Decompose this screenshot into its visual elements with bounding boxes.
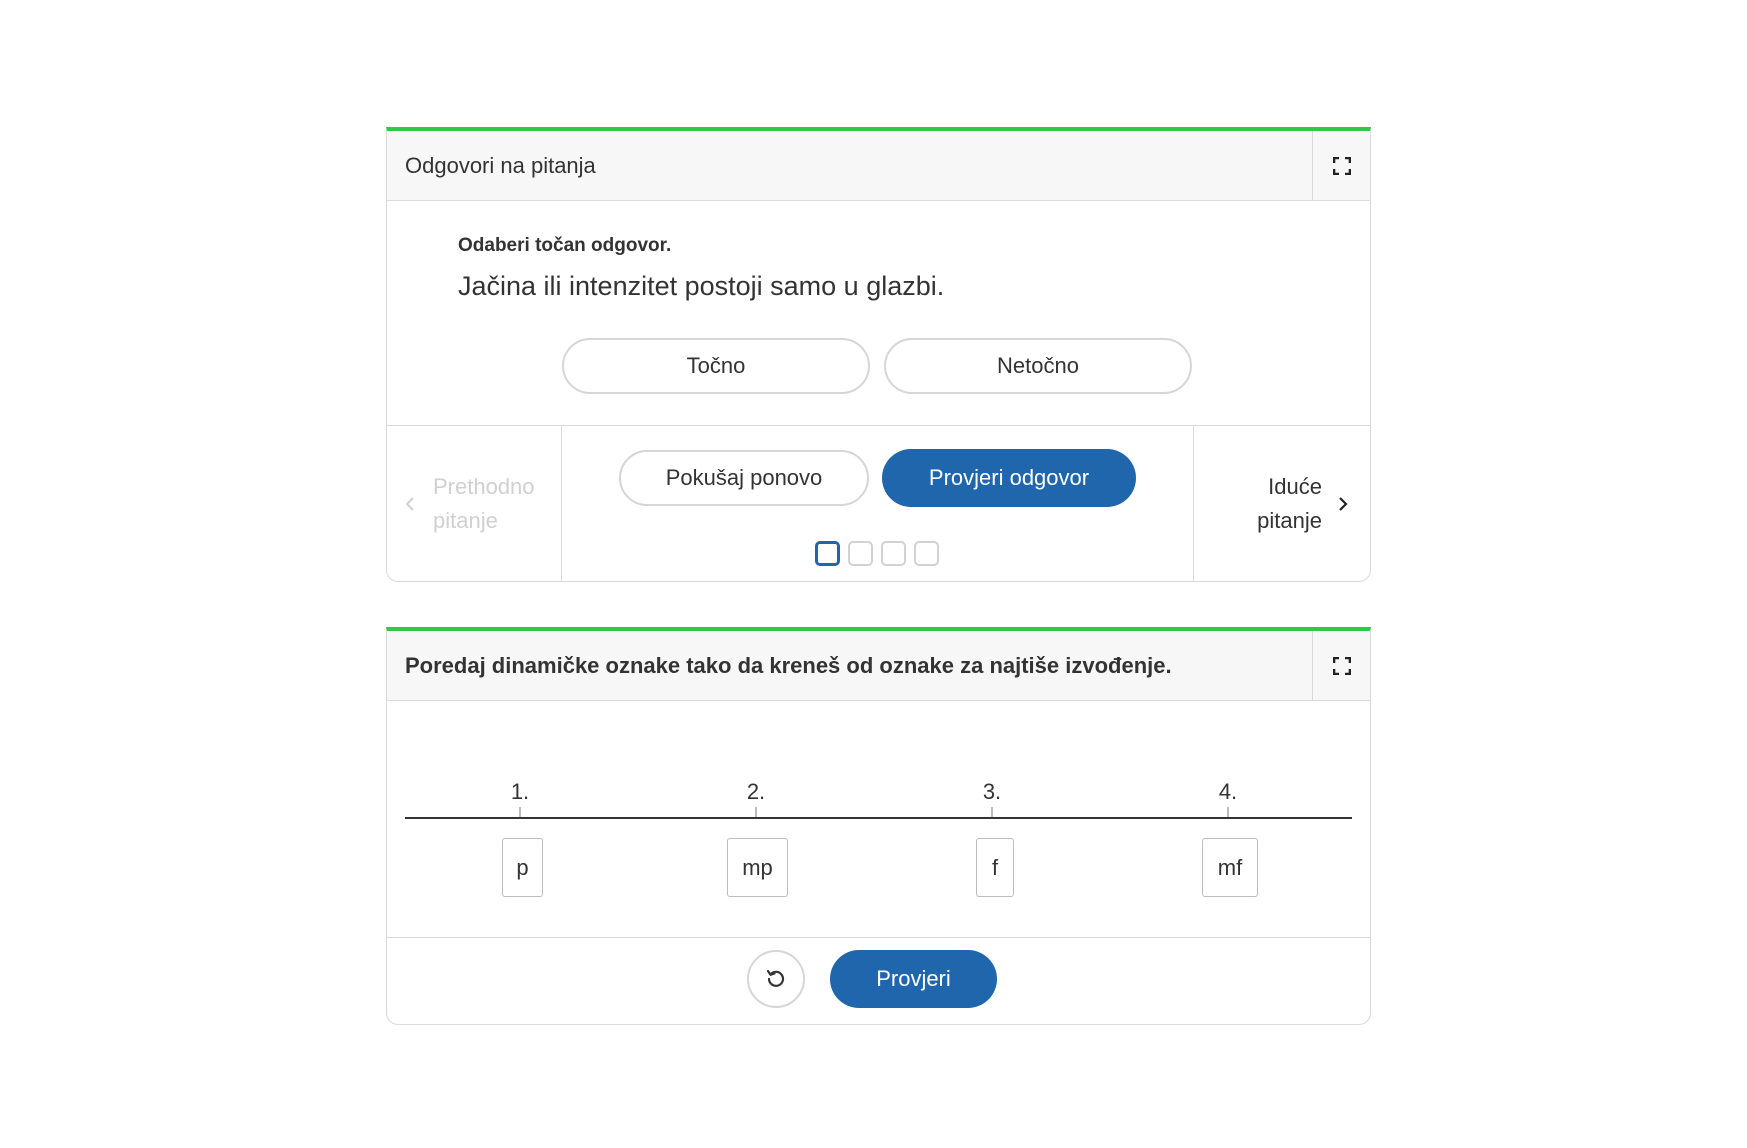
position-number: 4. [1218, 779, 1238, 804]
question-navigation [387, 425, 1370, 582]
card-header [387, 631, 1370, 701]
card-title: Odgovori na pitanja [405, 152, 596, 178]
question-text: Jačina ili intenzitet postoji samo u glazbi. [458, 271, 945, 301]
card-header [387, 131, 1370, 201]
ordering-footer [387, 937, 1370, 1025]
reset-icon [764, 967, 788, 991]
progress-step[interactable] [914, 541, 939, 566]
dynamic-tile[interactable]: p [502, 838, 543, 897]
check-button[interactable]: Provjeri [830, 950, 997, 1008]
answer-option-true[interactable]: Točno [562, 338, 870, 394]
reset-button[interactable] [747, 950, 805, 1008]
next-question-button[interactable] [1193, 426, 1370, 582]
card-title: Poredaj dinamičke oznake tako da kreneš od oznake za najtiše izvođenje. [405, 652, 1172, 678]
next-question-label: Iduće pitanje [1257, 474, 1322, 533]
progress-step[interactable] [848, 541, 873, 566]
fullscreen-icon [1333, 657, 1351, 675]
question-progress [815, 541, 939, 566]
fullscreen-button[interactable] [1312, 131, 1370, 200]
progress-step[interactable] [881, 541, 906, 566]
question-instruction: Odaberi točan odgovor. [458, 235, 672, 256]
check-answer-button[interactable]: Provjeri odgovor [882, 449, 1136, 507]
chevron-right-icon [1338, 496, 1348, 512]
ordering-card [386, 627, 1371, 1025]
fullscreen-icon [1333, 157, 1351, 175]
position-number: 2. [746, 779, 766, 804]
dynamic-tile[interactable]: mp [727, 838, 788, 897]
retry-button[interactable]: Pokušaj ponovo [619, 450, 869, 506]
previous-question-label: Prethodno pitanje [433, 474, 535, 533]
position-number: 3. [982, 779, 1002, 804]
fullscreen-button[interactable] [1312, 631, 1370, 700]
dynamic-tile[interactable]: mf [1202, 838, 1258, 897]
previous-question-button[interactable] [387, 426, 562, 582]
answer-option-false[interactable]: Netočno [884, 338, 1192, 394]
position-number: 1. [510, 779, 530, 804]
progress-step[interactable] [815, 541, 840, 566]
question-card [386, 127, 1371, 582]
dynamic-tile[interactable]: f [976, 838, 1014, 897]
chevron-left-icon [405, 496, 415, 512]
order-line [405, 817, 1352, 819]
